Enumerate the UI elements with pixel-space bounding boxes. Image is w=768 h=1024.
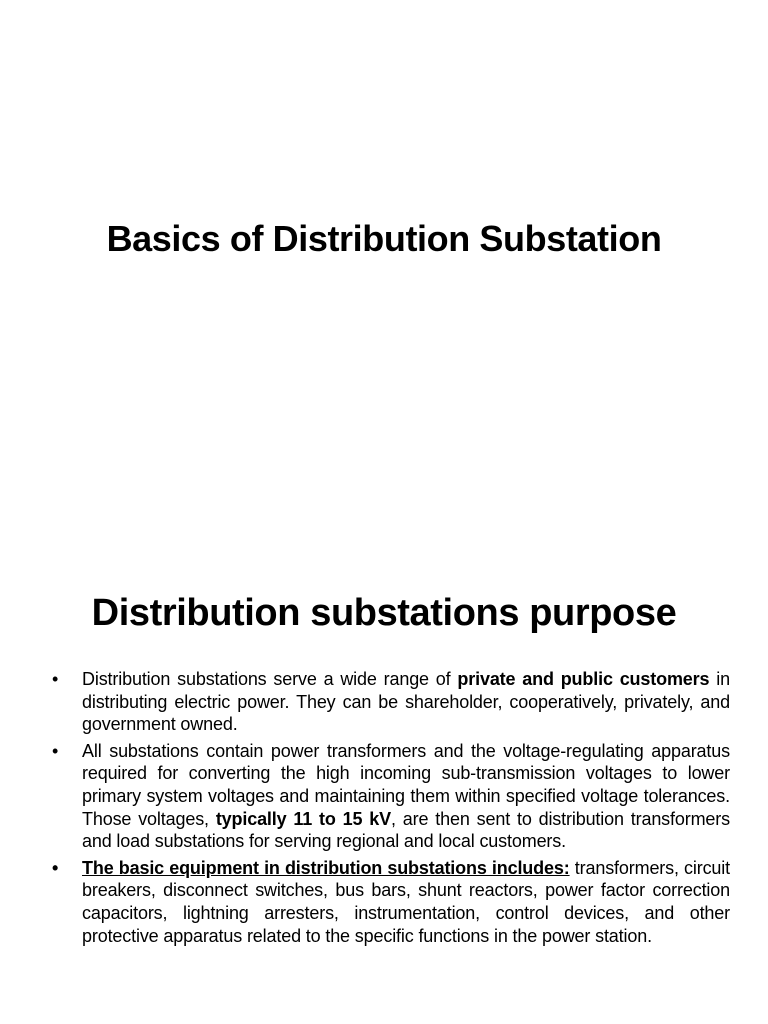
- bullet-text: , are then sent to distribution transformers and load substations for serving regional and local customers.: [82, 808, 730, 852]
- bullet-dot-icon: •: [52, 740, 59, 761]
- bullet-text: All substations contain power transformers and the voltage-regulating apparatus required for converting the high incoming sub-transmission voltages to lower primary system voltages and maintaining them within specified voltage tolerances. Those voltages,: [82, 740, 730, 829]
- bullet-dot-icon: •: [52, 669, 59, 689]
- bullet-bold-text: private and public customers: [457, 669, 710, 689]
- bullet-bold-underlined-text: The basic equipment in distribution substations includes:: [82, 857, 570, 878]
- bullet-item: [48, 668, 730, 736]
- bullet-dot-icon: •: [52, 857, 59, 878]
- bullet-bold-text: typically 11 to 15 kV: [215, 808, 392, 829]
- page-title: Basics of Distribution Substation: [106, 218, 662, 259]
- bullet-item: [48, 857, 730, 947]
- slide-purpose: [0, 512, 768, 1024]
- section-title: Distribution substations purpose: [91, 592, 677, 634]
- bullet-text: in distributing electric power. They can be shareholder, cooperatively, privately, and government owned.: [82, 669, 730, 735]
- bullet-list: [48, 668, 730, 951]
- bullet-text: Distribution substations serve a wide range of: [82, 669, 458, 689]
- bullet-item: [48, 740, 730, 853]
- bullet-text: transformers, circuit breakers, disconnect switches, bus bars, shunt reactors, power factor correction capacitors, lightning arresters, instrumentation, control devices, and other protective apparatus related to the specific functions in the power station.: [82, 857, 730, 946]
